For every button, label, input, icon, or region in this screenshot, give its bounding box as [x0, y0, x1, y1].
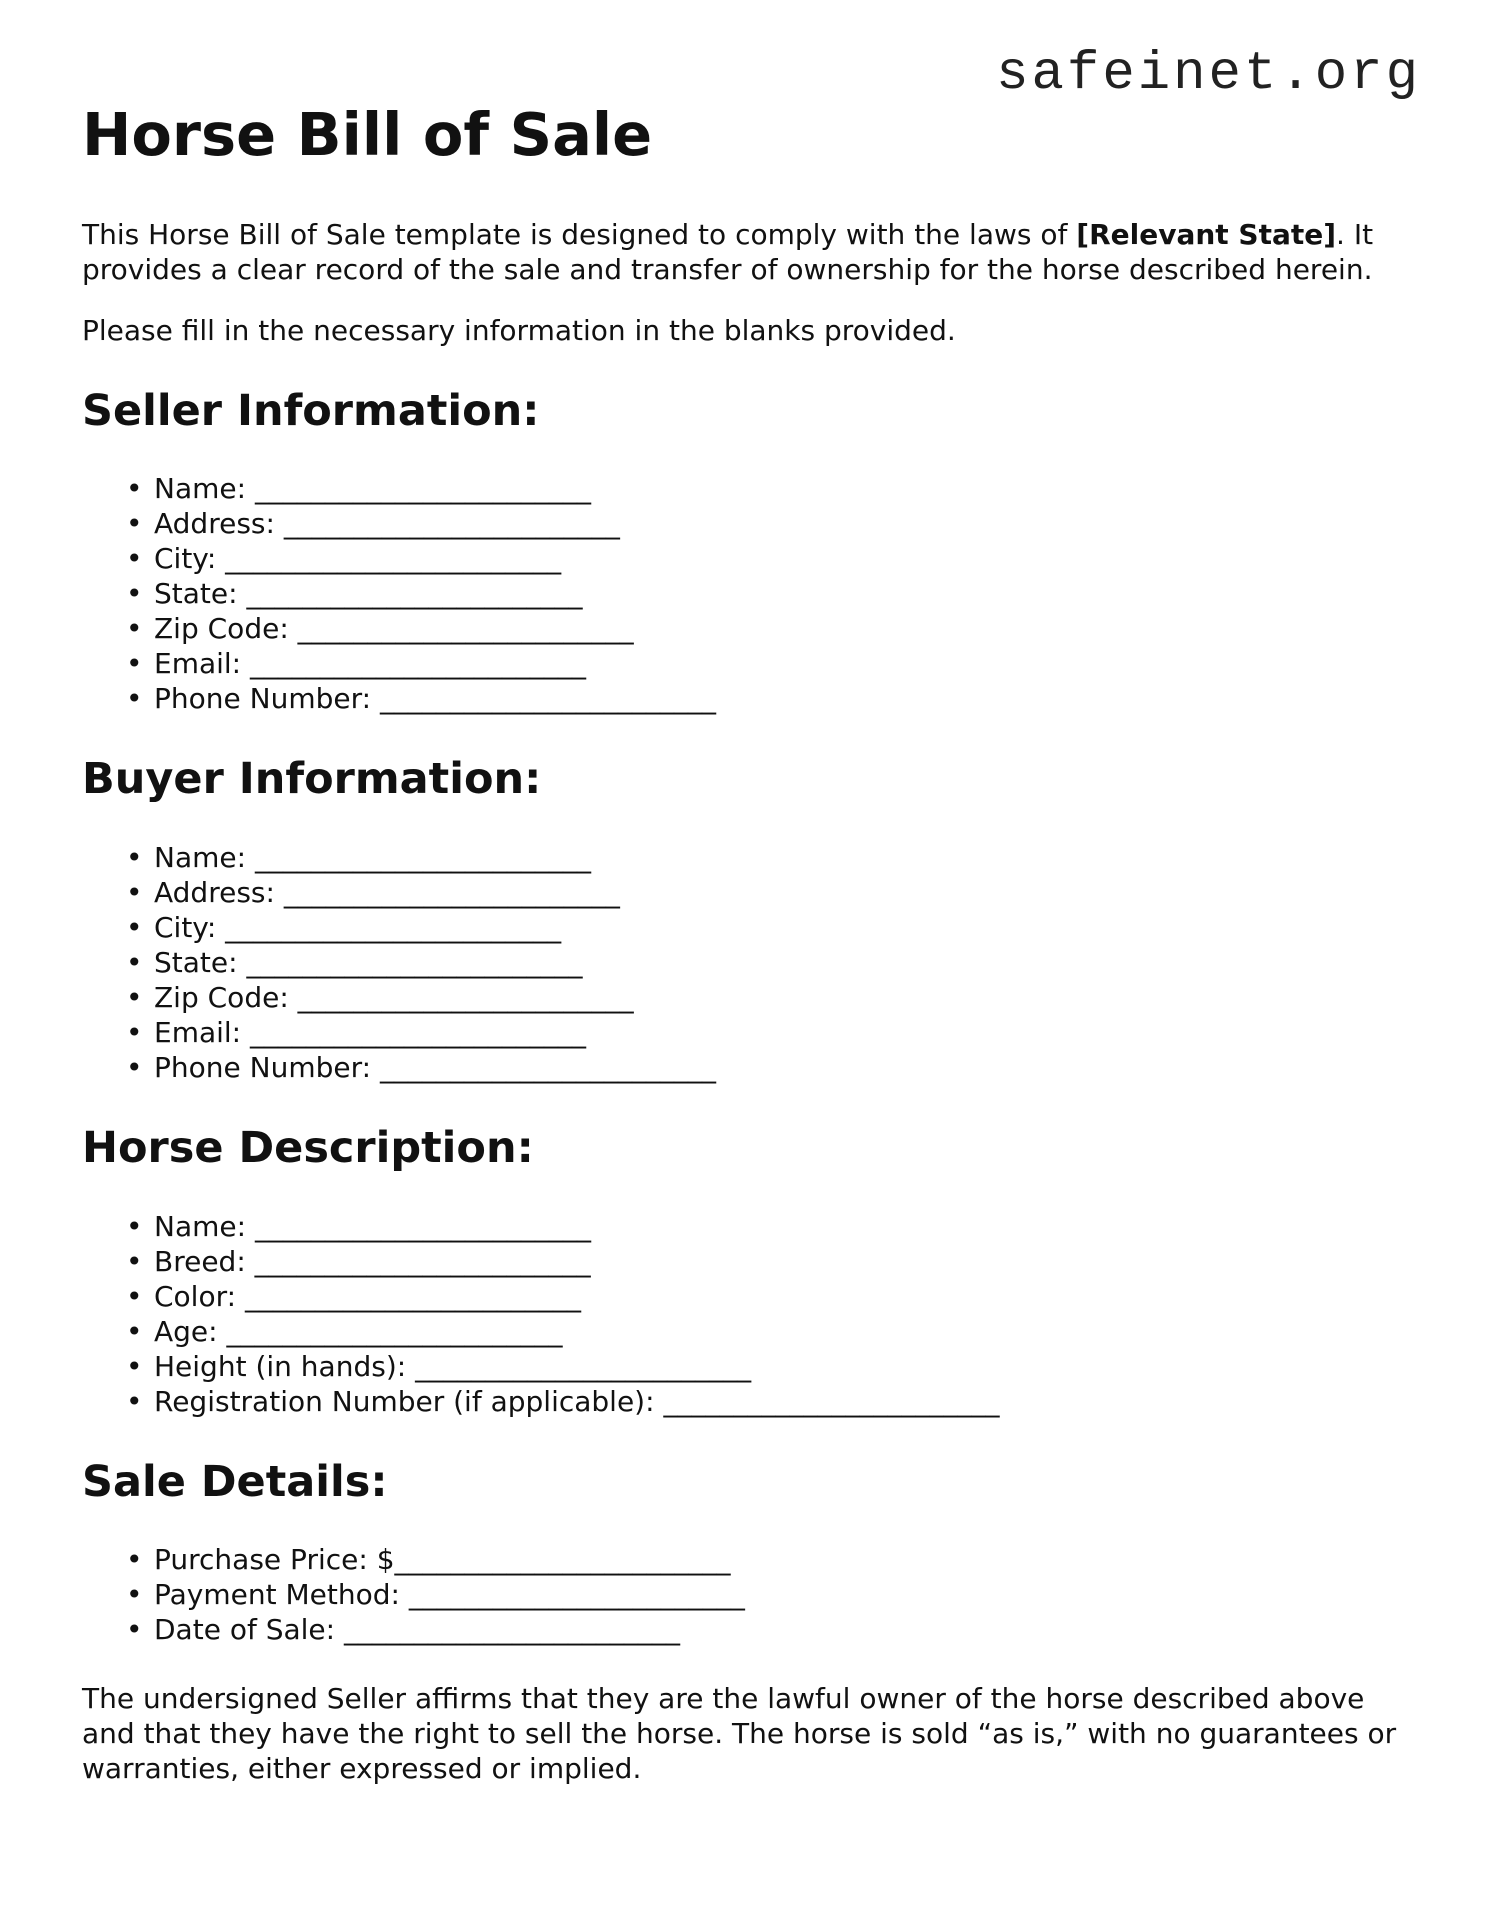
bullet-icon: •	[126, 1613, 143, 1647]
bullet-icon: •	[126, 682, 143, 716]
date-of-sale-field[interactable]: • Date of Sale: ________________________	[126, 1613, 680, 1647]
bullet-icon: •	[126, 472, 143, 506]
bullet-icon: •	[126, 507, 143, 541]
horse-heading: Horse Description:	[82, 1122, 534, 1173]
bullet-icon: •	[126, 647, 143, 681]
horse-height-field[interactable]: • Height (in hands): ________________________	[126, 1349, 752, 1383]
bullet-icon: •	[126, 980, 143, 1014]
document-title: Horse Bill of Sale	[82, 100, 653, 169]
intro-paragraph	[82, 217, 1422, 287]
document-page	[82, 100, 1422, 1812]
seller-zip-field[interactable]: • Zip Code: ________________________	[126, 612, 634, 646]
horse-color-field[interactable]: • Color: ________________________	[126, 1279, 581, 1313]
buyer-city-field[interactable]: • City: ________________________	[126, 910, 562, 944]
horse-fields-list	[82, 1209, 1422, 1419]
sale-fields-list	[82, 1542, 1422, 1647]
buyer-phone-field[interactable]: • Phone Number: ________________________	[126, 1050, 716, 1084]
purchase-price-field[interactable]: • Purchase Price: $________________________	[126, 1543, 731, 1577]
seller-heading: Seller Information:	[82, 385, 540, 436]
site-watermark: safeinet.org	[996, 44, 1421, 105]
horse-name-field[interactable]: • Name: ________________________	[126, 1209, 591, 1243]
seller-name-field[interactable]: • Name: ________________________	[126, 472, 591, 506]
bullet-icon: •	[126, 1349, 143, 1383]
buyer-email-field[interactable]: • Email: ________________________	[126, 1015, 587, 1049]
buyer-fields-list	[82, 840, 1422, 1085]
horse-breed-field[interactable]: • Breed: ________________________	[126, 1244, 591, 1278]
bullet-icon: •	[126, 910, 143, 944]
buyer-address-field[interactable]: • Address: ________________________	[126, 875, 620, 909]
seller-address-field[interactable]: • Address: ________________________	[126, 507, 620, 541]
bullet-icon: •	[126, 542, 143, 576]
bullet-icon: •	[126, 1279, 143, 1313]
bullet-icon: •	[126, 875, 143, 909]
sale-heading: Sale Details:	[82, 1456, 388, 1507]
bullet-icon: •	[126, 612, 143, 646]
bullet-icon: •	[126, 1244, 143, 1278]
bullet-icon: •	[126, 577, 143, 611]
horse-section	[82, 1123, 1422, 1419]
intro-text-before: This Horse Bill of Sale template is designed to comply with the laws of	[82, 217, 1077, 251]
horse-registration-field[interactable]: • Registration Number (if applicable): ________________________	[126, 1384, 1000, 1418]
seller-state-field[interactable]: • State: ________________________	[126, 577, 583, 611]
bullet-icon: •	[126, 1209, 143, 1243]
bullet-icon: •	[126, 1384, 143, 1418]
buyer-zip-field[interactable]: • Zip Code: ________________________	[126, 980, 634, 1014]
bullet-icon: •	[126, 1015, 143, 1049]
intro-text-after: . It provides a clear record of the sale and transfer of ownership for the horse described herein.	[82, 217, 1374, 286]
horse-age-field[interactable]: • Age: ________________________	[126, 1314, 563, 1348]
payment-method-field[interactable]: • Payment Method: ________________________	[126, 1578, 745, 1612]
instructions-paragraph: Please fill in the necessary information in the blanks provided.	[82, 313, 956, 347]
seller-fields-list	[82, 471, 1422, 716]
seller-city-field[interactable]: • City: ________________________	[126, 542, 562, 576]
bullet-icon: •	[126, 840, 143, 874]
seller-email-field[interactable]: • Email: ________________________	[126, 647, 587, 681]
buyer-state-field[interactable]: • State: ________________________	[126, 945, 583, 979]
relevant-state-placeholder: [Relevant State]	[1076, 217, 1337, 251]
buyer-name-field[interactable]: • Name: ________________________	[126, 840, 591, 874]
seller-phone-field[interactable]: • Phone Number: ________________________	[126, 682, 716, 716]
bullet-icon: •	[126, 1050, 143, 1084]
seller-section	[82, 386, 1422, 717]
closing-paragraph: The undersigned Seller affirms that they are the lawful owner of the horse described above and that they have the right to sell the horse. The horse is sold “as is,” with no guarantees or warranties, either expressed or implied.	[82, 1682, 1397, 1786]
bullet-icon: •	[126, 945, 143, 979]
sale-section	[82, 1457, 1422, 1648]
bullet-icon: •	[126, 1543, 143, 1577]
bullet-icon: •	[126, 1314, 143, 1348]
buyer-heading: Buyer Information:	[82, 754, 542, 805]
buyer-section	[82, 754, 1422, 1085]
bullet-icon: •	[126, 1578, 143, 1612]
